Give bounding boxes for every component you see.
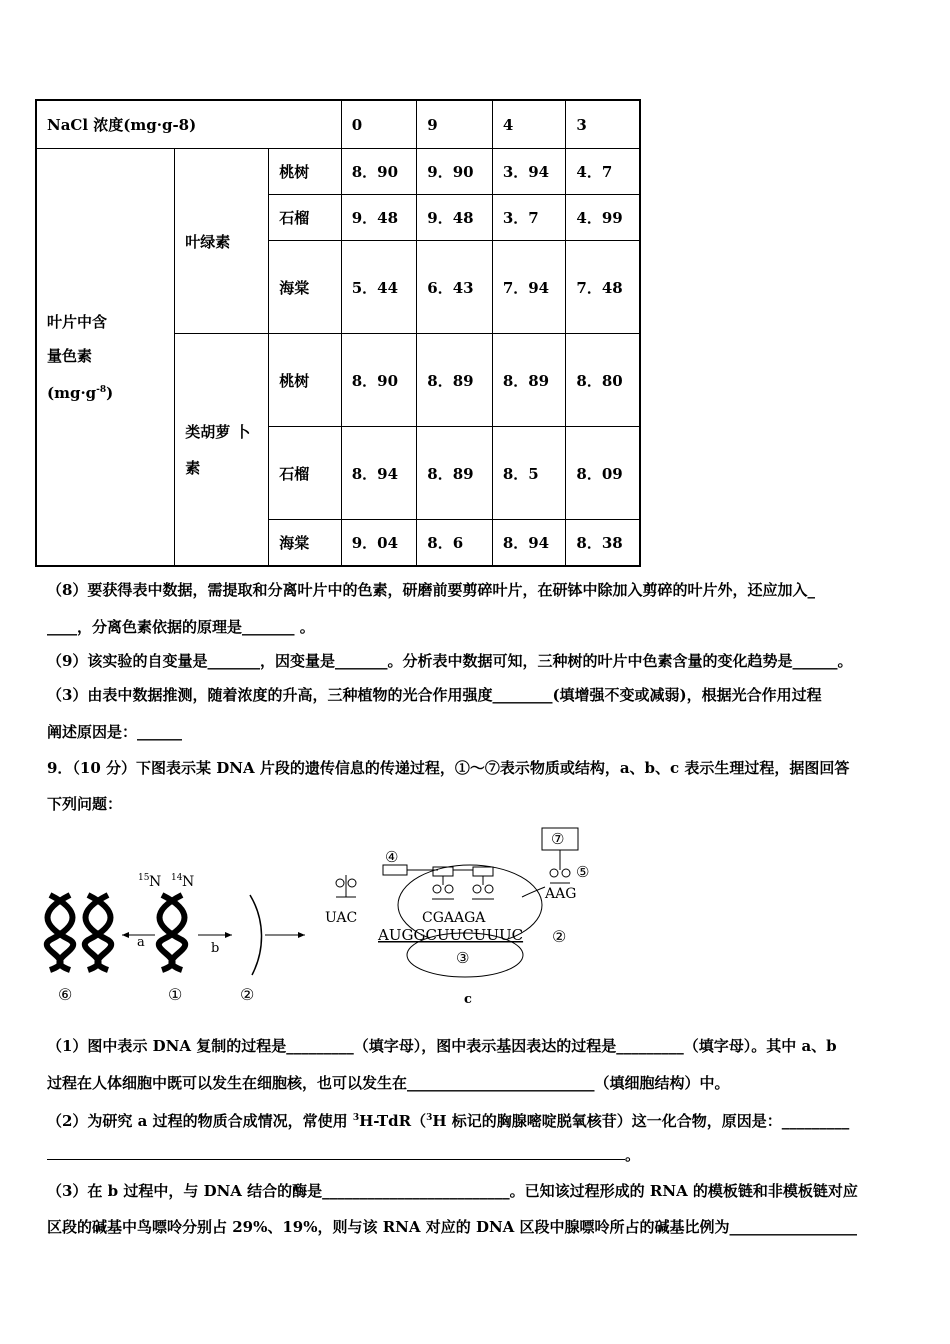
question-3-line2: 阐述原因是：______ (47, 723, 183, 741)
tree-name: 桃树 (269, 149, 341, 195)
group-label-line: 素 (185, 458, 201, 477)
header-value: 3 (566, 100, 640, 149)
label-circled-3: ③ (456, 949, 470, 967)
cell-value: 9．48 (417, 195, 493, 241)
header-value: 0 (341, 100, 417, 149)
arrow-b-head (225, 932, 232, 938)
cell-value: 8．94 (492, 520, 566, 567)
label-circled-2b: ② (552, 927, 567, 946)
sub-question-3-line1: （3）在 b 过程中，与 DNA 结合的酶是_________________________。已知该过程形成的 RNA 的模板链和非模板链对应 (47, 1182, 858, 1200)
sub-question-2-line2: 。 (47, 1144, 907, 1166)
tree-name: 石榴 (269, 195, 341, 241)
cell-value: 4．7 (566, 149, 640, 195)
table-header-row (36, 100, 640, 149)
question-9: （9）该实验的自变量是_______，因变量是_______。分析表中数据可知，三种树的叶片中色素含量的变化趋势是______。 (47, 652, 853, 670)
sub-question-1-line2: 过程在人体细胞中既可以发生在细胞核，也可以发生在_________________________（填细胞结构）中。 (47, 1074, 730, 1092)
cell-value: 8．6 (417, 520, 493, 567)
trna-arrow (522, 887, 545, 897)
cell-value: 8．38 (566, 520, 640, 567)
label-circled-7: ⑦ (551, 830, 565, 848)
problem-9-intro-line2: 下列问题： (47, 795, 123, 813)
header-label: NaCl 浓度(mg·g-8) (36, 100, 341, 149)
cell-value: 8．90 (341, 334, 417, 427)
pigment-table (35, 99, 641, 567)
label-circled-1: ① (168, 985, 183, 1004)
n15-letter: N (149, 874, 162, 890)
trna-icon (472, 867, 494, 899)
cell-value: 9．04 (341, 520, 417, 567)
n14-sup: 14 (171, 873, 183, 883)
answer-blank[interactable] (47, 1145, 625, 1160)
cell-value: 5．44 (341, 241, 417, 334)
label-a: a (137, 935, 145, 950)
tree-name: 海棠 (269, 520, 341, 567)
rna-strand (250, 895, 262, 975)
dna-helix-icon (47, 895, 73, 970)
label-c: c (464, 992, 472, 1007)
tree-name: 桃树 (269, 334, 341, 427)
sub-question-2-line1: （2）为研究 a 过程的物质合成情况，常使用 $^3$H-TdR（$^3$H 标记的胸腺嘧啶脱氧核苷）这一化合物，原因是：_________ (47, 1112, 850, 1130)
dna-transfer-diagram (40, 825, 620, 1010)
question-8-line1: （8）要获得表中数据，需提取和分离叶片中的色素，研磨前要剪碎叶片，在研钵中除加入剪碎的叶片外，还应加入_ (47, 581, 815, 599)
cell-value: 3．7 (492, 195, 566, 241)
group-label-carotenoid (175, 334, 269, 567)
dna-helix-icon (85, 895, 111, 970)
cell-value: 8．09 (566, 427, 640, 520)
label-circled-4: ④ (385, 848, 399, 866)
label-circled-2: ② (240, 985, 255, 1004)
label-circled-5: ⑤ (576, 863, 590, 881)
cell-value: 3．94 (492, 149, 566, 195)
anticodon-aag: AAG (545, 886, 577, 902)
main-label-unit: $(mg\cdot g^{-8})$ (47, 383, 114, 402)
n14-letter: N (182, 874, 195, 890)
problem-9-intro: 9．（10 分）下图表示某 DNA 片段的遗传信息的传递过程，①～⑦表示物质或结构，a、b、c 表示生理过程，据图回答 (47, 759, 850, 777)
group-label-line: 类胡萝 卜 (185, 422, 251, 441)
arrow-c-head (298, 932, 305, 938)
cell-value: 8．94 (341, 427, 417, 520)
question-8-line2: ____，分离色素依据的原理是_______ 。 (47, 618, 315, 636)
main-row-label (36, 149, 175, 567)
cell-value: 6．43 (417, 241, 493, 334)
cell-value: 4．99 (566, 195, 640, 241)
cell-value: 8．5 (492, 427, 566, 520)
trna-icon (432, 867, 454, 899)
cell-value: 8．89 (492, 334, 566, 427)
cell-value: 7．94 (492, 241, 566, 334)
sub-question-1-line1: （1）图中表示 DNA 复制的过程是_________（填字母），图中表示基因表达的过程是_________（填字母）。其中 a、b (47, 1037, 837, 1055)
arrow-a-head (122, 932, 129, 938)
trna-icon (336, 875, 356, 897)
cell-value: 7．48 (566, 241, 640, 334)
n15-sup: 15 (138, 873, 150, 883)
group-label-chlorophyll: 叶绿素 (175, 149, 269, 334)
tree-name: 海棠 (269, 241, 341, 334)
codon-cgaaga: CGAAGA (422, 910, 486, 926)
cell-value: 8．89 (417, 334, 493, 427)
label-circled-6: ⑥ (58, 985, 73, 1004)
main-label-line: 叶片中含 (47, 312, 108, 331)
header-value: 9 (417, 100, 493, 149)
dna-helix-icon (159, 895, 185, 970)
cell-value: 9．48 (341, 195, 417, 241)
label-b: b (211, 941, 220, 956)
header-value: 4 (492, 100, 566, 149)
anticodon-uac: UAC (325, 910, 358, 926)
tree-name: 石榴 (269, 427, 341, 520)
main-label-line: 量色素 (47, 346, 93, 365)
trna-icon (550, 850, 570, 883)
cell-value: 8．89 (417, 427, 493, 520)
cell-value: 8．80 (566, 334, 640, 427)
cell-value: 9．90 (417, 149, 493, 195)
amino-acid-box (383, 865, 407, 875)
mrna-sequence: AUGGCUUCUUUC (378, 926, 524, 944)
cell-value: 8．90 (341, 149, 417, 195)
sub-question-3-line2: 区段的碱基中鸟嘌呤分别占 29%、19%，则与该 RNA 对应的 DNA 区段中腺嘌呤所占的碱基比例为_________________ (47, 1218, 858, 1236)
question-3-line1: （3）由表中数据推测，随着浓度的升高，三种植物的光合作用强度________(填增强不变或减弱)，根据光合作用过程 (47, 686, 822, 704)
table-row (36, 149, 640, 195)
